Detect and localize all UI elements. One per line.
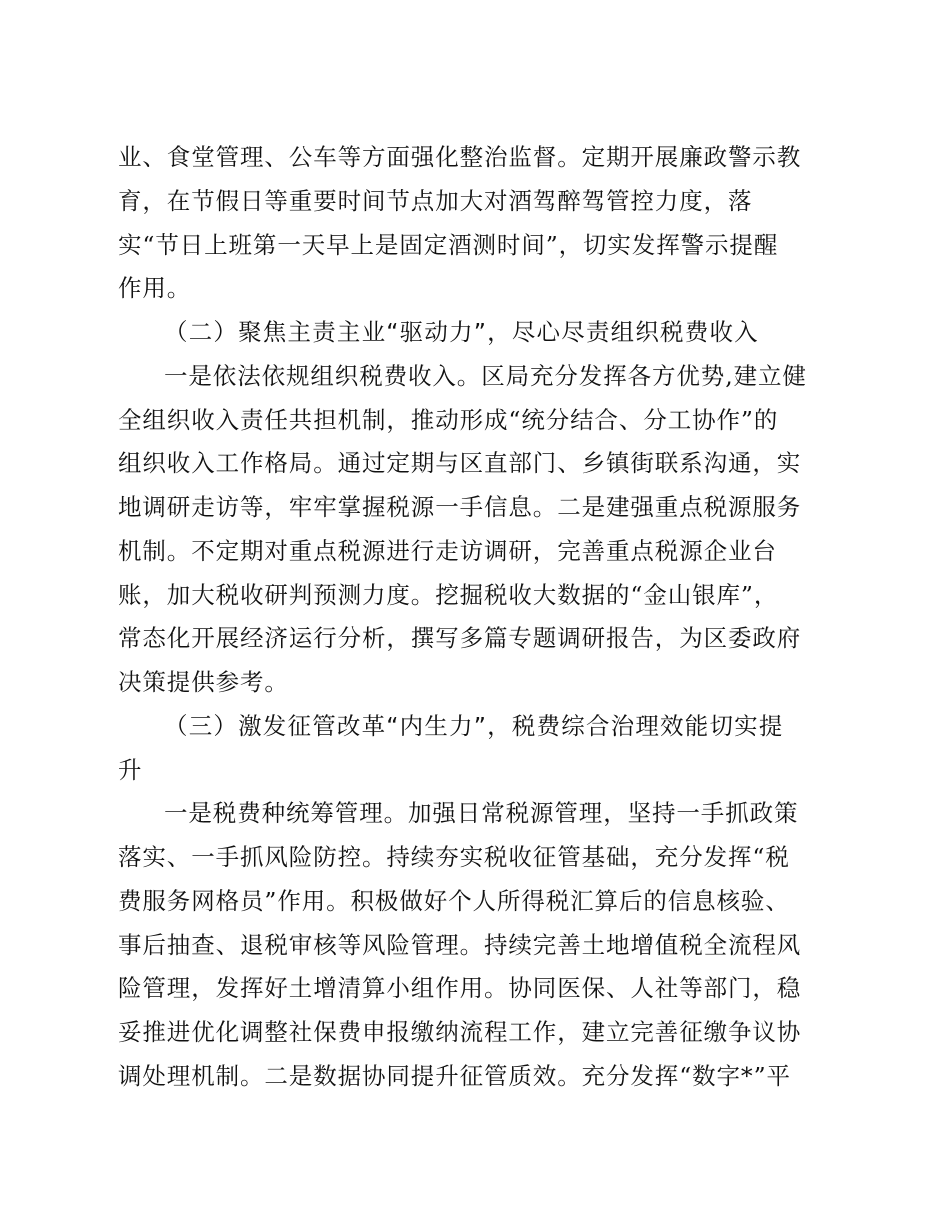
paragraph-line: 调处理机制。二是数据协同提升征管质效。充分发挥“数字*”平 (118, 1062, 791, 1090)
paragraph-line: 决策提供参考。 (118, 668, 289, 696)
section-heading-2: （二）聚焦主责主业“驱动力”，尽心尽责组织税费收入 (164, 318, 759, 346)
paragraph-line: 实“节日上班第一天早上是固定酒测时间”，切实发挥警示提醒 (118, 231, 779, 259)
paragraph-line: 妥推进优化调整社保费申报缴纳流程工作，建立完善征缴争议协 (118, 1018, 802, 1046)
paragraph-line: 机制。不定期对重点税源进行走访调研，完善重点税源企业台 (118, 537, 777, 565)
paragraph-line: 业、食堂管理、公车等方面强化整治监督。定期开展廉政警示教 (118, 143, 802, 171)
paragraph-line: 育，在节假日等重要时间节点加大对酒驾醉驾管控力度，落 (118, 187, 753, 215)
paragraph-line: 全组织收入责任共担机制，推动形成“统分结合、分工协作”的 (118, 406, 779, 434)
paragraph-line: 账，加大税收研判预测力度。挖掘税收大数据的“金山银库”， (118, 581, 779, 609)
paragraph-line: 作用。 (118, 274, 192, 302)
paragraph-line: 常态化开展经济运行分析，撰写多篇专题调研报告，为区委政府 (118, 624, 802, 652)
paragraph-line: 一是税费种统筹管理。加强日常税源管理，坚持一手抓政策 (164, 799, 799, 827)
paragraph-line: 组织收入工作格局。通过定期与区直部门、乡镇街联系沟通，实 (118, 449, 802, 477)
paragraph-line: 费服务网格员”作用。积极做好个人所得税汇算后的信息核验、 (118, 887, 790, 915)
paragraph-line: 险管理，发挥好土增清算小组作用。协同医保、人社等部门，稳 (118, 974, 802, 1002)
section-heading-3-continued: 升 (118, 756, 143, 784)
paragraph-line: 一是依法依规组织税费收入。区局充分发挥各方优势,建立健 (164, 362, 807, 390)
paragraph-line: 落实、一手抓风险防控。持续夯实税收征管基础，充分发挥“税 (118, 843, 790, 871)
section-heading-3: （三）激发征管改革“内生力”，税费综合治理效能切实提 (164, 712, 784, 740)
paragraph-line: 事后抽查、退税审核等风险管理。持续完善土地增值税全流程风 (118, 931, 802, 959)
paragraph-line: 地调研走访等，牢牢掌握税源一手信息。二是建强重点税源服务 (118, 493, 802, 521)
